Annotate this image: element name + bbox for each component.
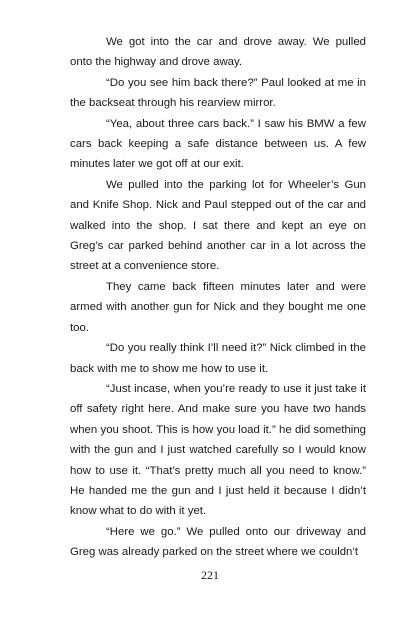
paragraph: “Yea, about three cars back.” I saw his BMW a few cars back keeping a safe distance between us. A few minutes later we got off at our exit.: [70, 117, 366, 171]
paragraph: “Here we go.” We pulled onto our driveway and Greg was already parked on the street where we couldn’t: [70, 525, 366, 559]
paragraph: They came back fifteen minutes later and were armed with another gun for Nick and they bought me one too.: [70, 280, 366, 334]
body-text: [70, 32, 366, 563]
paragraph: “Do you see him back there?” Paul looked at me in the backseat through his rearview mirror.: [70, 76, 366, 110]
paragraph: “Do you really think I’ll need it?” Nick climbed in the back with me to show me how to use it.: [70, 342, 366, 375]
paragraph: We got into the car and drove away. We pulled onto the highway and drove away.: [70, 36, 366, 69]
paragraph: We pulled into the parking lot for Wheeler’s Gun and Knife Shop. Nick and Paul stepped out of the car and walked into the shop. I sat there and kept an eye on Greg’s car parked behind another car in a lot across the street at a convenience store.: [70, 178, 366, 273]
page-number: 221: [201, 568, 219, 582]
paragraph: “Just incase, when you’re ready to use it just take it off safety right here. And make sure you have two hands when you shoot. This is how you load it.” he did something with the gun and I just watched carefully so I would know how to use it. “That’s pretty much all you need to know.” He handed me the gun and I just held it because I didn’t know what to do with it yet.: [70, 382, 366, 518]
